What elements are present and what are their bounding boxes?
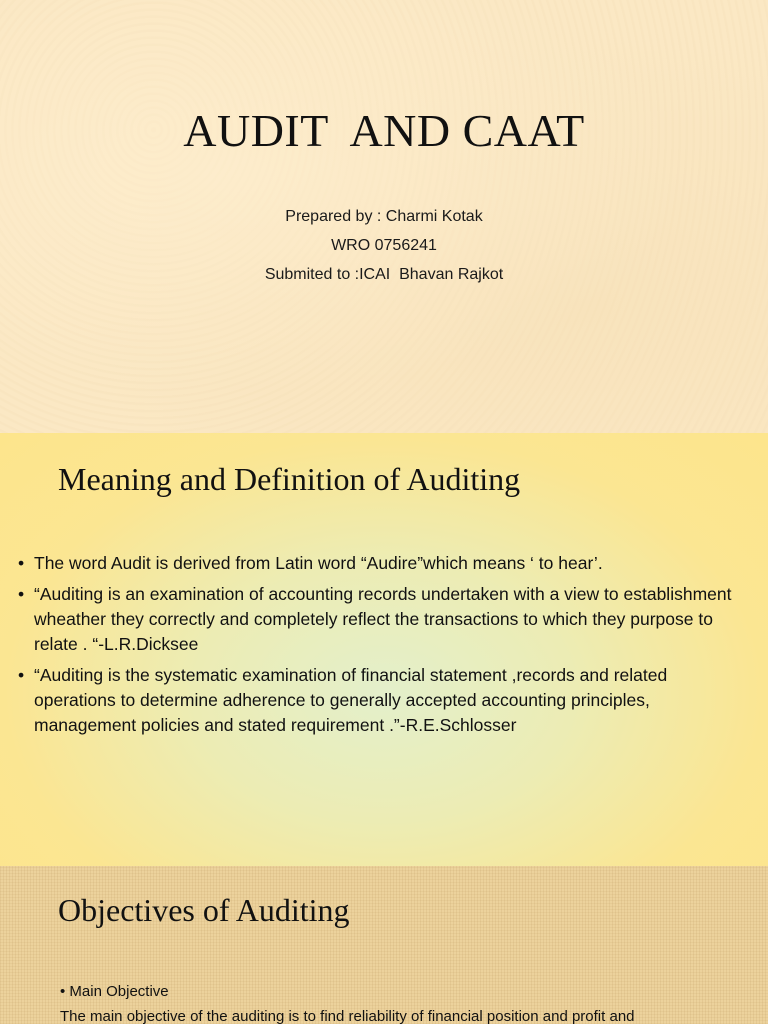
- bullet-list: [18, 551, 748, 744]
- slide-meaning-definition: [0, 433, 768, 866]
- bullet-text: “Auditing is an examination of accounting records undertaken with a view to establishment wheather they correctly and completely reflect the transactions to which they purpose to relate . “-L.R.Dicksee: [34, 584, 732, 654]
- bullet-text: The word Audit is derived from Latin word “Audire”which means ‘ to hear’.: [34, 553, 603, 573]
- list-item: [18, 551, 748, 576]
- bullet-icon: •: [18, 553, 25, 573]
- slide-title-heading: AUDIT AND CAAT: [183, 105, 585, 156]
- slide-heading: Meaning and Definition of Auditing: [58, 461, 521, 497]
- submitted-to-line: Submited to :ICAI Bhavan Rajkot: [264, 266, 504, 283]
- registration-number-line: WRO 0756241: [331, 237, 437, 254]
- list-item: [18, 663, 748, 738]
- list-item: [18, 582, 748, 657]
- bullet-icon: •: [18, 665, 25, 685]
- objective-body-text: The main objective of the auditing is to find reliability of financial position and profit and: [60, 1008, 635, 1024]
- slide-heading: Objectives of Auditing: [58, 892, 350, 928]
- prepared-by-line: Prepared by : Charmi Kotak: [285, 208, 483, 225]
- slide-objectives: [0, 866, 768, 1024]
- slide-title: [0, 0, 768, 433]
- bullet-icon: •: [18, 584, 25, 604]
- main-objective-bullet: • Main Objective: [60, 983, 169, 1000]
- bullet-text: “Auditing is the systematic examination of financial statement ,records and related operations to determine adherence to generally accepted accounting principles, management policies and stated requirement .”-R.E.Schlosser: [34, 665, 668, 735]
